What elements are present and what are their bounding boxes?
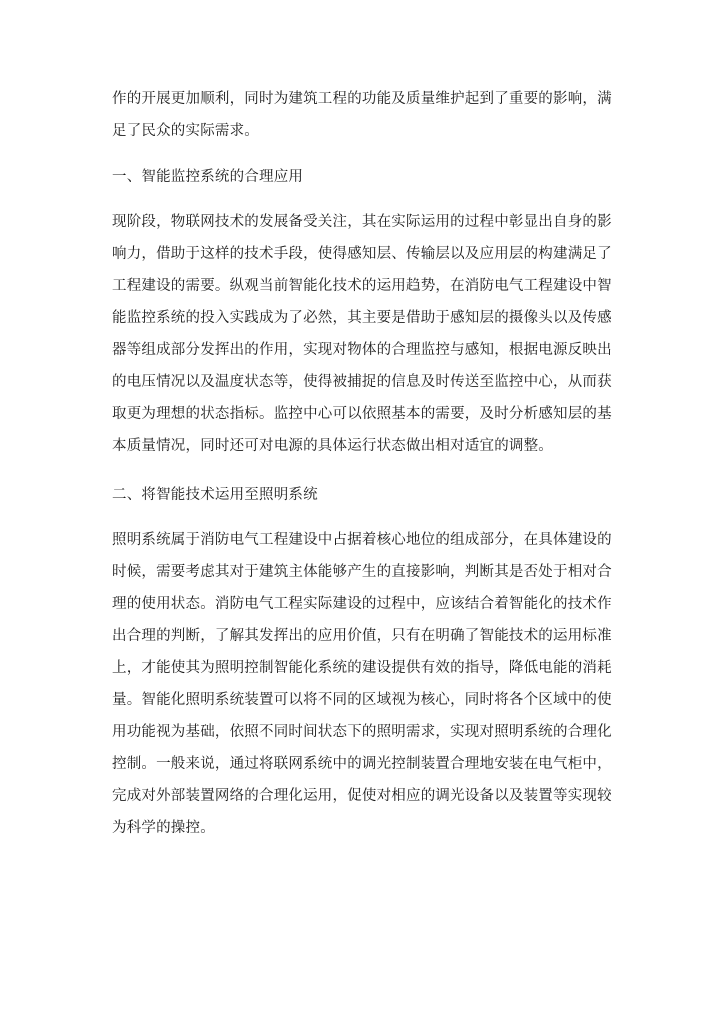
paragraph-line: 器等组成部分发挥出的作用，实现对物体的合理监控与感知，根据电源反映出: [112, 342, 612, 358]
paragraph-line: 用功能视为基础，依照不同时间状态下的照明需求，实现对照明系统的合理化: [112, 724, 612, 740]
paragraph-line: 取更为理想的状态指标。监控中心可以依照基本的需要，及时分析感知层的基: [112, 406, 612, 422]
paragraph-line: 出合理的判断，了解其发挥出的应用价值，只有在明确了智能技术的运用标准: [112, 628, 612, 644]
paragraph-line: 工程建设的需要。纵观当前智能化技术的运用趋势，在消防电气工程建设中智: [112, 278, 612, 294]
paragraph-line: 作的开展更加顺利，同时为建筑工程的功能及质量维护起到了重要的影响，满: [112, 91, 612, 107]
paragraph-line: 控制。一般来说，通过将联网系统中的调光控制装置合理地安装在电气柜中，: [112, 756, 612, 772]
paragraph-line: 上，才能使其为照明控制智能化系统的建设提供有效的指导，降低电能的消耗: [112, 660, 612, 676]
section-heading: 二、将智能技术运用至照明系统: [112, 487, 318, 503]
paragraph-line: 响力，借助于这样的技术手段，使得感知层、传输层以及应用层的构建满足了: [112, 246, 612, 262]
paragraph-line: 为科学的操控。: [112, 820, 215, 836]
paragraph-line: 的电压情况以及温度状态等，使得被捕捉的信息及时传送至监控中心，从而获: [112, 374, 612, 390]
paragraph-line: 完成对外部装置网络的合理化运用，促使对相应的调光设备以及装置等实现较: [112, 788, 612, 804]
paragraph-line: 本质量情况，同时还可对电源的具体运行状态做出相对适宜的调整。: [112, 438, 553, 454]
section-heading: 一、智能监控系统的合理应用: [112, 169, 304, 185]
paragraph-line: 能监控系统的投入实践成为了必然，其主要是借助于感知层的摄像头以及传感: [112, 310, 612, 326]
paragraph-line: 现阶段，物联网技术的发展备受关注，其在实际运用的过程中彰显出自身的影: [112, 214, 612, 230]
paragraph-line: 照明系统属于消防电气工程建设中占据着核心地位的组成部分，在具体建设的: [112, 532, 612, 548]
paragraph-line: 量。智能化照明系统装置可以将不同的区域视为核心，同时将各个区域中的使: [112, 692, 612, 708]
paragraph-line: 足了民众的实际需求。: [112, 123, 259, 139]
paragraph-line: 理的使用状态。消防电气工程实际建设的过程中，应该结合着智能化的技术作: [112, 596, 612, 612]
paragraph-line: 时候，需要考虑其对于建筑主体能够产生的直接影响，判断其是否处于相对合: [112, 564, 612, 580]
